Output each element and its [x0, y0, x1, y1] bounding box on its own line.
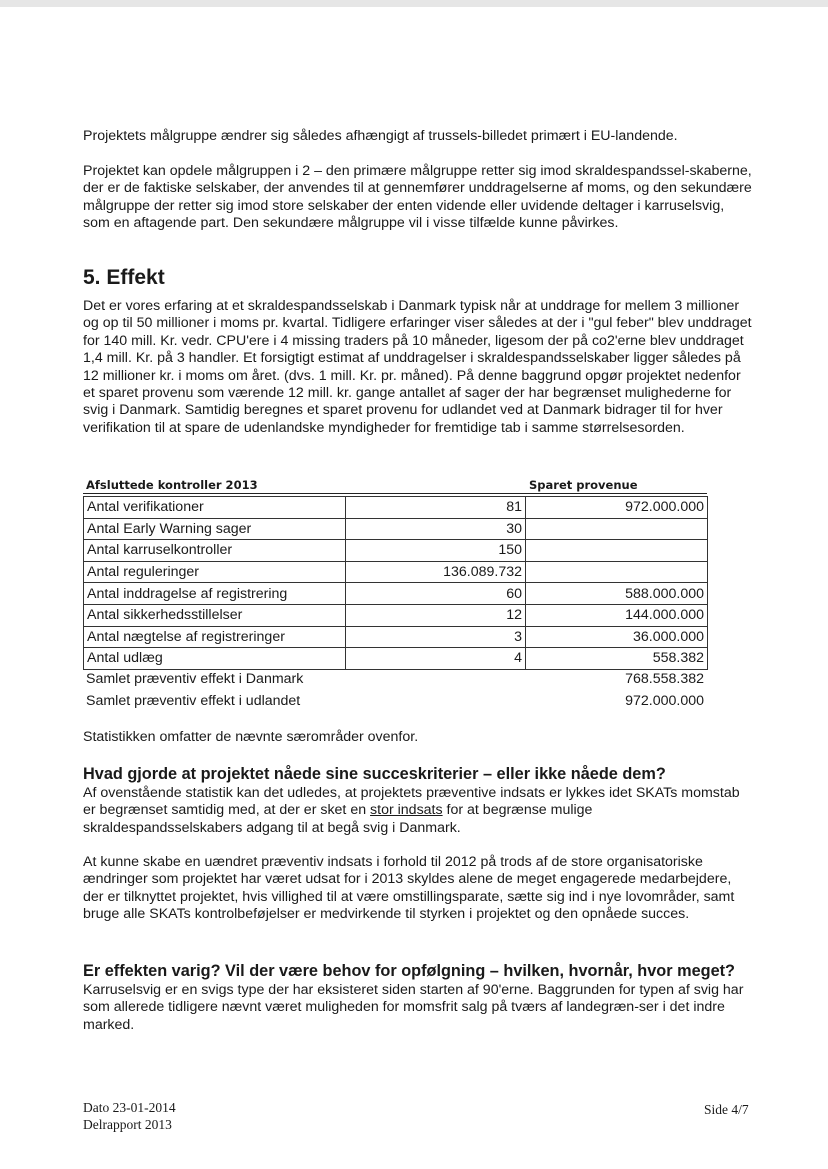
row-label: Antal nægtelse af registreringer: [84, 626, 346, 648]
row-saved: 558.382: [526, 648, 708, 670]
page-top-edge: [0, 0, 828, 7]
criteria-heading: Hvad gjorde at projektet nåede sine succeskriterier – eller ikke nåede dem?: [83, 765, 666, 783]
row-label: Antal verifikationer: [84, 497, 346, 519]
table-row: [84, 497, 708, 519]
controls-table: [83, 496, 708, 670]
footer-report: Delrapport 2013: [83, 1117, 172, 1132]
row-label: Antal karruselkontroller: [84, 540, 346, 562]
row-count: 81: [346, 497, 526, 519]
table-row: [84, 540, 708, 562]
table-row: [84, 583, 708, 605]
total-label: Samlet præventiv effekt i Danmark: [86, 671, 304, 687]
row-saved: [526, 561, 708, 583]
total-value: 768.558.382: [625, 671, 704, 687]
table-row: [84, 626, 708, 648]
effekt-paragraph: Det er vores erfaring at et skraldespandsselskab i Danmark typisk når at unddrage for mellem 3 millioner og op til 50 millioner i moms pr. kvartal. Tidligere erfaringer viser således at der i "gul feber" blev unddraget for 140 mill. Kr. vedr. CPU'ere i 4 missing traders på 10 måneder, ligesom der på co2'erne blev unddraget 1,4 mill. Kr. på 3 handler. Et forsigtigt estimat af unddragelser i skraldespandsselskaber ligger således på 12 millioner kr. i moms om året. (dvs. 1 mill. Kr. pr. måned). På denne baggrund opgør projektet nedenfor et sparet provenu som værende 12 mill. kr. gange antallet af sager der har begrænset mulighederne for svig i Danmark. Samtidig beregnes et sparet provenu for udlandet ved at Danmark bidrager til for hver verifikation til at spare de udenlandske myndigheder for fremtidige tab i samme størrelsesorden.: [83, 298, 752, 436]
table-header-rule: [83, 493, 707, 494]
row-saved: 144.000.000: [526, 604, 708, 626]
total-value: 972.000.000: [625, 693, 704, 709]
intro-paragraph-1: Projektets målgruppe ændrer sig således afhængigt af trussels-billedet primært i EU-landende.: [83, 128, 678, 144]
row-saved: 588.000.000: [526, 583, 708, 605]
total-label: Samlet præventiv effekt i udlandet: [86, 693, 301, 709]
row-saved: [526, 518, 708, 540]
table-row: [84, 604, 708, 626]
statistics-note: Statistikken omfatter de nævnte særområder ovenfor.: [83, 729, 419, 745]
table-row: [84, 518, 708, 540]
row-saved: [526, 540, 708, 562]
footer-date: Dato 23-01-2014: [83, 1100, 176, 1115]
stor-indsats-underline: stor indsats: [370, 802, 443, 819]
table-row: [84, 648, 708, 670]
table-row: [84, 561, 708, 583]
section-heading-effekt: 5. Effekt: [83, 266, 165, 289]
footer-page-number: Side 4/7: [704, 1102, 749, 1117]
criteria-paragraph-2: At kunne skabe en uændret præventiv indsats i forhold til 2012 på trods af de store organisatoriske ændringer som projektet har været udsat for i 2013 skyldes alene de meget engagerede medarbejdere, der er tilknyttet projektet, hvis villighed til at være omstillingsparate, sætte sig ind i nye lovområder, samt bruge alle SKATs kontrolbeføjelser er medvirkende til styrken i projektet og den opnåede succes.: [83, 854, 735, 923]
row-saved: 972.000.000: [526, 497, 708, 519]
lasting-effect-paragraph: Karruselsvig er en svigs type der har eksisteret siden starten af 90'erne. Baggrunden for typen af svig har som allerede tidligere nævnt været muligheden for momsfrit salg på tværs af landegræn-ser i det indre marked.: [83, 982, 744, 1033]
row-count: 60: [346, 583, 526, 605]
row-count: 150: [346, 540, 526, 562]
criteria-text-after: for at begrænse mulige skraldespandsselskabers adgang til at begå svig i Danmark.: [83, 802, 593, 836]
row-label: Antal inddragelse af registrering: [84, 583, 346, 605]
row-saved: 36.000.000: [526, 626, 708, 648]
row-label: Antal Early Warning sager: [84, 518, 346, 540]
row-count: 12: [346, 604, 526, 626]
row-count: 136.089.732: [346, 561, 526, 583]
criteria-paragraph-1: [83, 785, 753, 837]
row-label: Antal reguleringer: [84, 561, 346, 583]
row-label: Antal sikkerhedsstillelser: [84, 604, 346, 626]
row-label: Antal udlæg: [84, 648, 346, 670]
intro-paragraph-2: Projektet kan opdele målgruppen i 2 – den primære målgruppe retter sig imod skraldespandssel-skaberne, der er de faktiske selskaber, der anvendes til at gennemfører unddragelserne af moms, og den sekundære målgruppe der retter sig imod store selskaber der enten vidende eller uvidende deltager i karruselsvig, som en aftagende part. Den sekundære målgruppe vil i visse tilfælde kunne påvirkes.: [83, 163, 752, 232]
table-header-left: Afsluttede kontroller 2013: [86, 478, 258, 492]
lasting-effect-heading: Er effekten varig? Vil der være behov for opfølgning – hvilken, hvornår, hvor meget?: [83, 962, 735, 980]
row-count: 30: [346, 518, 526, 540]
table-header-right: Sparet provenue: [529, 478, 638, 492]
row-count: 3: [346, 626, 526, 648]
criteria-text-before: Af ovenstående statistik kan det udledes, at projektets præventive indsats er lykkes idet SKATs momstab er begrænset samtidig med, at der er sket en: [83, 785, 740, 819]
row-count: 4: [346, 648, 526, 670]
